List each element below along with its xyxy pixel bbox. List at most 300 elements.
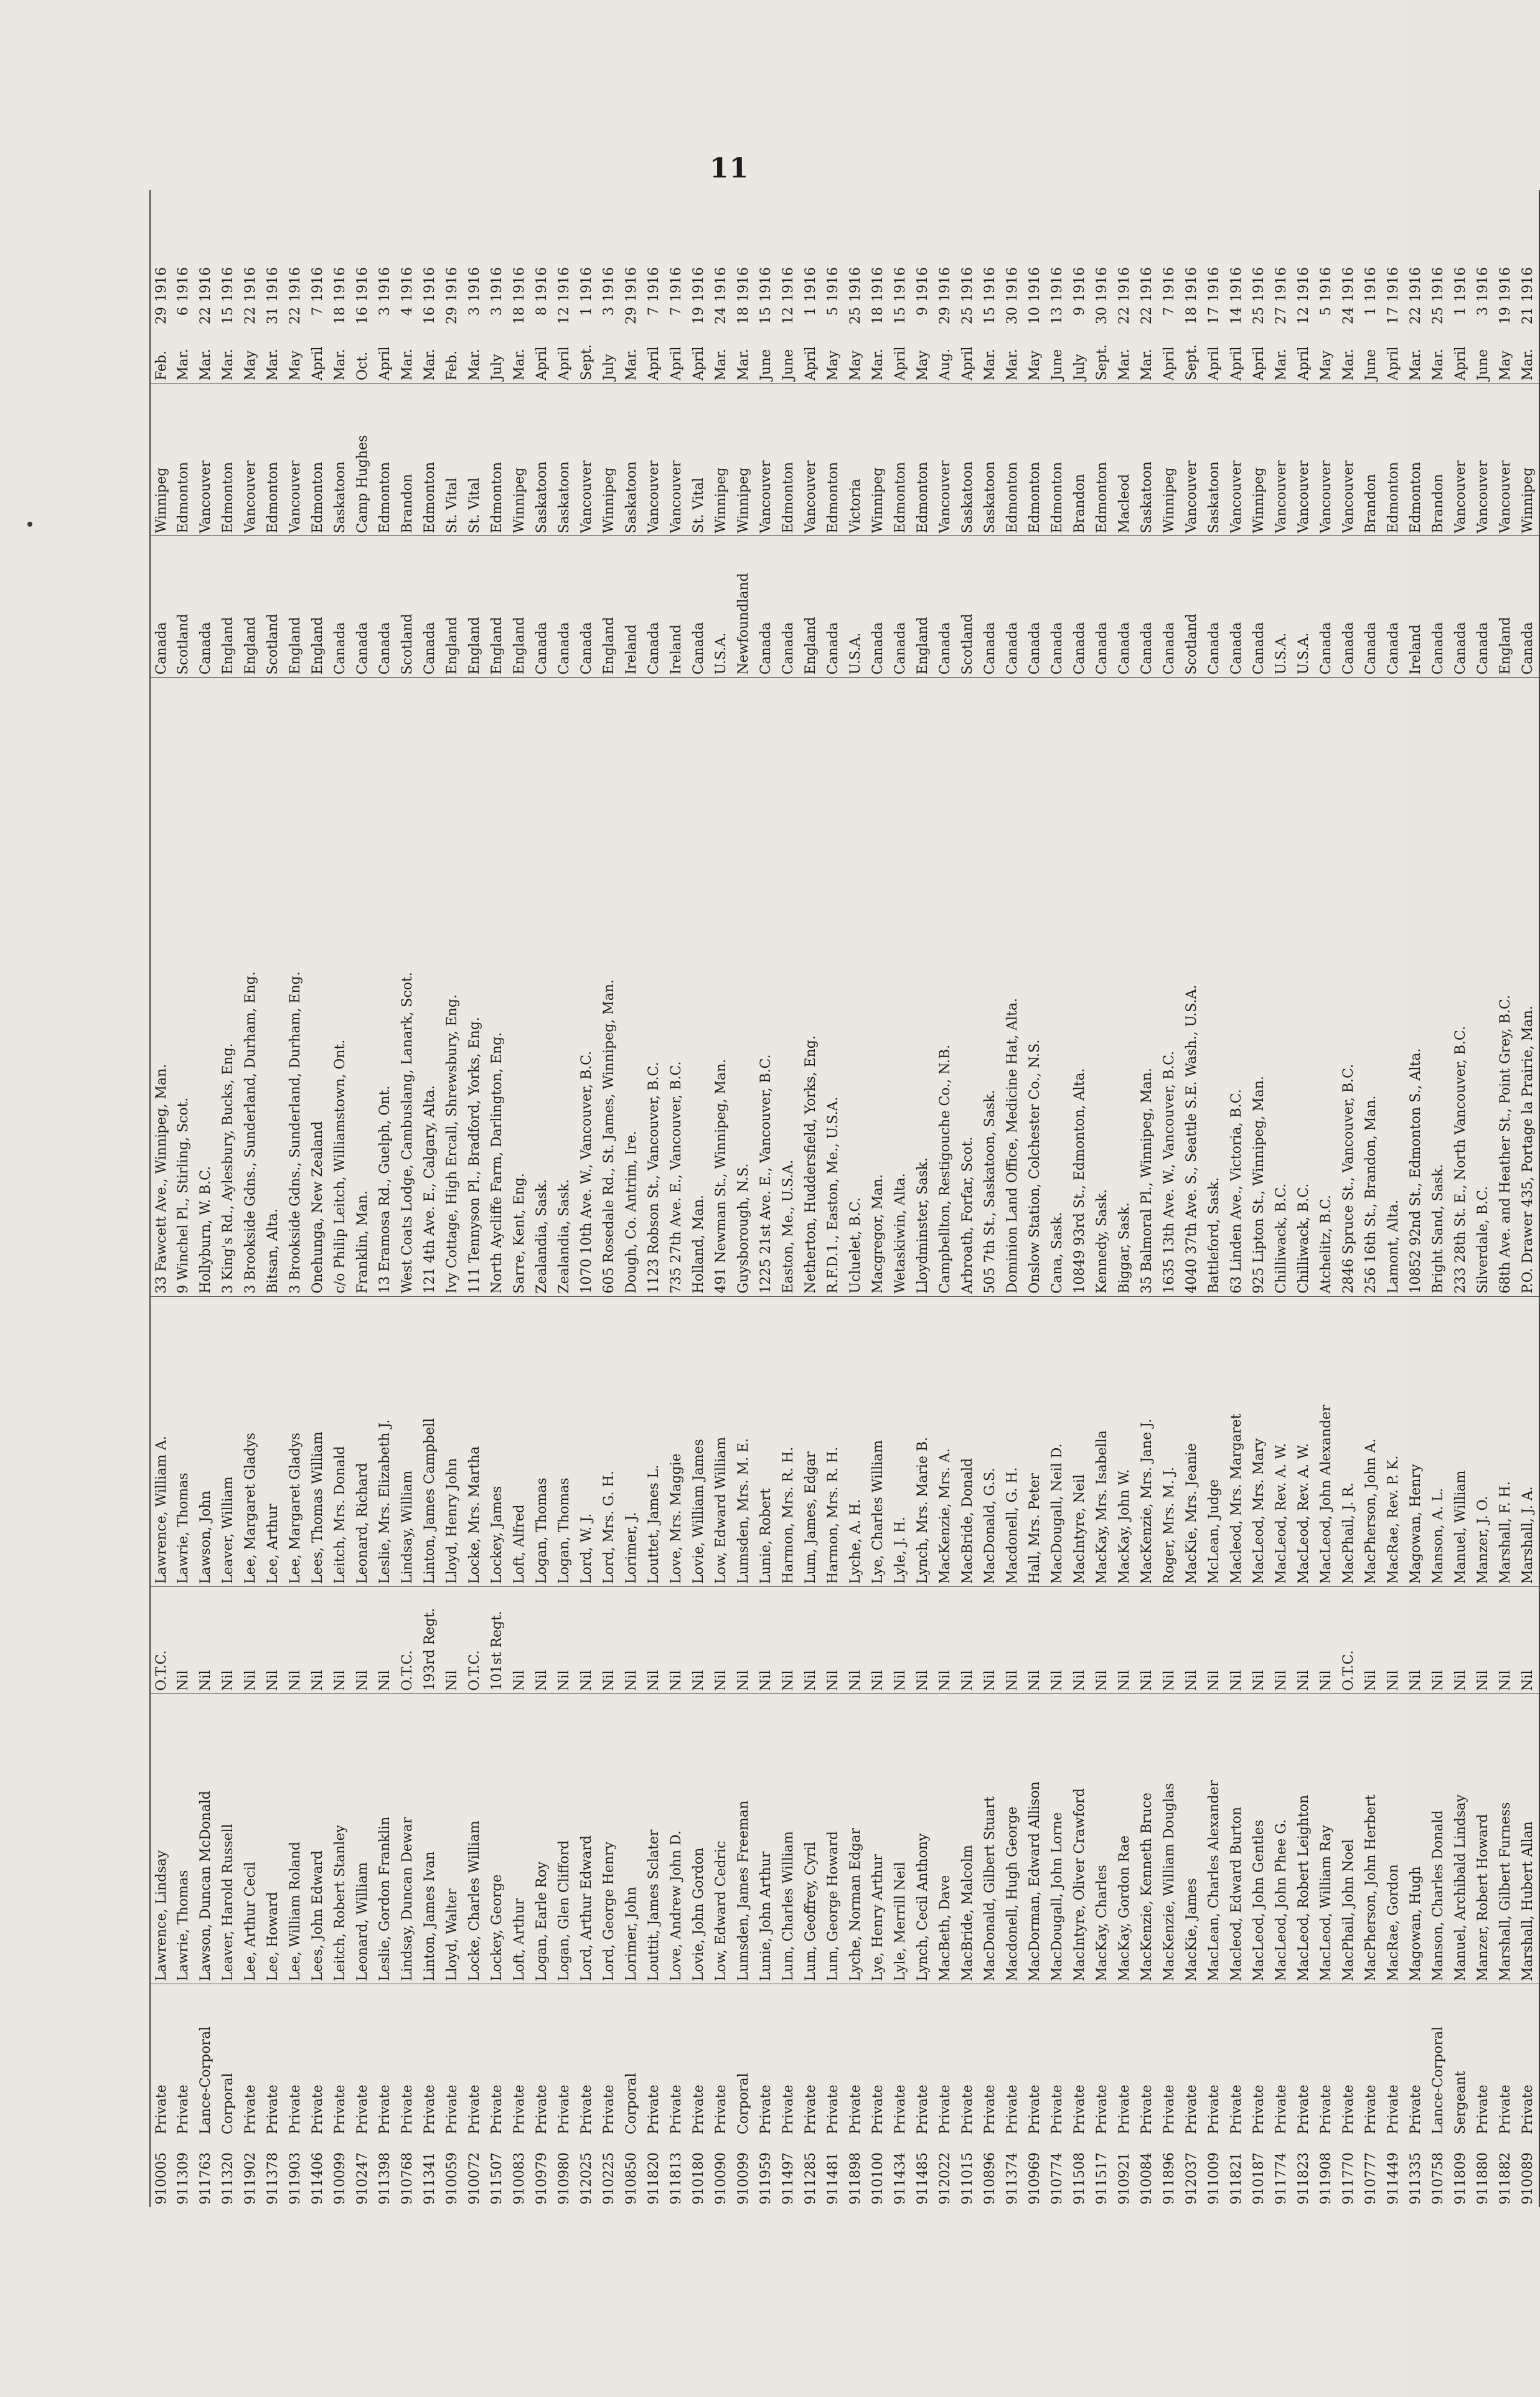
date-day: 10 bbox=[1027, 307, 1043, 325]
former-corps: Nil bbox=[1114, 1586, 1136, 1693]
table-row bbox=[217, 190, 240, 2207]
table-row bbox=[419, 190, 441, 2207]
kin-address: 256 16th St., Brandon, Man. bbox=[1360, 677, 1383, 1296]
date-day: 29 bbox=[937, 307, 953, 325]
rank: Private bbox=[1293, 1984, 1315, 2137]
regimental-number: 911880 bbox=[1475, 2152, 1491, 2205]
date-year: 1916 bbox=[825, 267, 841, 303]
table-row bbox=[1158, 190, 1181, 2207]
former-corps: Nil bbox=[1405, 1586, 1427, 1693]
former-corps: Nil bbox=[374, 1586, 397, 1693]
kin-address: 10852 92nd St., Edmonton S., Alta. bbox=[1405, 677, 1427, 1296]
date-day: 1 bbox=[803, 307, 819, 316]
date-day: 17 bbox=[1386, 307, 1401, 325]
next-of-kin: Lyle, J. H. bbox=[890, 1296, 912, 1586]
date-year: 1916 bbox=[1363, 267, 1379, 303]
place-taken-on-strength: Winnipeg bbox=[509, 384, 531, 536]
date-year: 1916 bbox=[1094, 267, 1110, 303]
kin-address: 33 Fawcett Ave., Winnipeg, Man. bbox=[150, 677, 172, 1296]
roll-body bbox=[150, 190, 1539, 2207]
country-of-birth: Ireland bbox=[621, 536, 643, 677]
table-row bbox=[643, 190, 665, 2207]
date-year: 1916 bbox=[176, 267, 191, 303]
next-of-kin: Lawrence, William A. bbox=[150, 1296, 172, 1586]
regimental-number: 911285 bbox=[803, 2152, 819, 2205]
date-taken-on-strength bbox=[890, 190, 912, 384]
place-taken-on-strength: Edmonton bbox=[374, 384, 397, 536]
soldier-name: Leslie, Gordon Franklin bbox=[374, 1693, 397, 1984]
date-month: Sept. bbox=[1184, 344, 1200, 381]
table-row bbox=[262, 190, 284, 2207]
regimental-number: 911882 bbox=[1498, 2152, 1513, 2205]
former-corps: Nil bbox=[867, 1586, 890, 1693]
kin-address: Guysborough, N.S. bbox=[733, 677, 755, 1296]
former-corps: Nil bbox=[352, 1586, 374, 1693]
date-year: 1916 bbox=[400, 267, 415, 303]
next-of-kin: MacKay, John W. bbox=[1114, 1296, 1136, 1586]
date-month: Mar. bbox=[265, 349, 281, 381]
country-of-birth: Canada bbox=[195, 536, 217, 677]
country-of-birth: Canada bbox=[934, 536, 957, 677]
place-taken-on-strength: Brandon bbox=[1360, 384, 1383, 536]
next-of-kin: MacLeod, Rev. A. W. bbox=[1270, 1296, 1293, 1586]
date-day: 3 bbox=[467, 307, 482, 316]
country-of-birth: England bbox=[441, 536, 464, 677]
regimental-number: 911335 bbox=[1408, 2152, 1424, 2205]
former-corps: Nil bbox=[733, 1586, 755, 1693]
former-corps: Nil bbox=[329, 1586, 352, 1693]
table-row bbox=[1270, 190, 1293, 2207]
date-year: 1916 bbox=[377, 267, 393, 303]
date-day: 12 bbox=[1296, 307, 1312, 325]
date-taken-on-strength bbox=[979, 190, 1002, 384]
place-taken-on-strength: Vancouver bbox=[240, 384, 262, 536]
country-of-birth: Canada bbox=[979, 536, 1002, 677]
next-of-kin: Loft, Alfred bbox=[509, 1296, 531, 1586]
soldier-name: Macdonell, Hugh George bbox=[1002, 1693, 1024, 1984]
soldier-name: MacKay, Charles bbox=[1091, 1693, 1114, 1984]
date-month: July bbox=[489, 354, 505, 381]
date-day: 7 bbox=[310, 307, 326, 316]
table-row bbox=[509, 190, 531, 2207]
country-of-birth: Canada bbox=[688, 536, 710, 677]
table-row bbox=[934, 190, 957, 2207]
soldier-name: Lawrie, Thomas bbox=[172, 1693, 195, 1984]
kin-address: c/o Philip Leitch, Williamstown, Ont. bbox=[329, 677, 352, 1296]
rank: Lance-Corporal bbox=[1427, 1984, 1450, 2137]
place-taken-on-strength: Edmonton bbox=[486, 384, 509, 536]
date-taken-on-strength bbox=[710, 190, 733, 384]
kin-address: West Coats Lodge, Cambuslang, Lanark, Scot. bbox=[397, 677, 419, 1296]
rank: Private bbox=[867, 1984, 890, 2137]
soldier-name: MacDorman, Edward Allison bbox=[1024, 1693, 1046, 1984]
country-of-birth: Ireland bbox=[1405, 536, 1427, 677]
date-month: May bbox=[1027, 350, 1043, 381]
rank: Private bbox=[486, 1984, 509, 2137]
table-row bbox=[1046, 190, 1069, 2207]
kin-address: Arbroath, Forfar, Scot. bbox=[957, 677, 979, 1296]
regimental-number: 911903 bbox=[288, 2152, 303, 2205]
date-month: April bbox=[1453, 346, 1468, 381]
former-corps: Nil bbox=[957, 1586, 979, 1693]
date-year: 1916 bbox=[624, 267, 639, 303]
date-day: 15 bbox=[758, 307, 774, 325]
next-of-kin: Love, Mrs. Maggie bbox=[665, 1296, 688, 1586]
date-month: June bbox=[758, 349, 774, 381]
kin-address: 1123 Robson St., Vancouver, B.C. bbox=[643, 677, 665, 1296]
country-of-birth: Canada bbox=[1248, 536, 1270, 677]
date-taken-on-strength bbox=[352, 190, 374, 384]
former-corps: Nil bbox=[710, 1586, 733, 1693]
table-row bbox=[665, 190, 688, 2207]
soldier-name: MacDougall, John Lorne bbox=[1046, 1693, 1069, 1984]
rank: Private bbox=[957, 1984, 979, 2137]
former-corps: Nil bbox=[441, 1586, 464, 1693]
table-row bbox=[1495, 190, 1517, 2207]
regimental-number: 911485 bbox=[915, 2152, 931, 2205]
date-month: Mar. bbox=[624, 349, 639, 381]
country-of-birth: Canada bbox=[352, 536, 374, 677]
date-day: 7 bbox=[1162, 307, 1177, 316]
former-corps: Nil bbox=[1472, 1586, 1495, 1693]
date-taken-on-strength bbox=[912, 190, 934, 384]
kin-address: 4040 37th Ave. S., Seattle S.E. Wash., U.S.A. bbox=[1181, 677, 1203, 1296]
date-day: 19 bbox=[1498, 307, 1513, 325]
date-year: 1916 bbox=[1519, 267, 1536, 303]
rank: Private bbox=[1181, 1984, 1203, 2137]
table-row bbox=[1293, 190, 1315, 2207]
place-taken-on-strength: Edmonton bbox=[1002, 384, 1024, 536]
rank: Private bbox=[1002, 1984, 1024, 2137]
country-of-birth: Canada bbox=[643, 536, 665, 677]
soldier-name: Lee, William Roland bbox=[284, 1693, 307, 1984]
former-corps: Nil bbox=[1158, 1586, 1181, 1693]
kin-address: 2846 Spruce St., Vancouver, B.C. bbox=[1338, 677, 1360, 1296]
date-month: Mar. bbox=[512, 349, 527, 381]
country-of-birth: Canada bbox=[1069, 536, 1091, 677]
country-of-birth: Canada bbox=[1383, 536, 1405, 677]
date-day: 12 bbox=[556, 307, 572, 325]
place-taken-on-strength: Camp Hughes bbox=[352, 384, 374, 536]
rank: Corporal bbox=[621, 1984, 643, 2137]
date-month: Oct. bbox=[355, 351, 370, 381]
date-taken-on-strength bbox=[1427, 190, 1450, 384]
date-year: 1916 bbox=[713, 267, 729, 303]
kin-address: Cana, Sask. bbox=[1046, 677, 1069, 1296]
country-of-birth: Canada bbox=[1226, 536, 1248, 677]
place-taken-on-strength: Edmonton bbox=[890, 384, 912, 536]
date-year: 1916 bbox=[848, 267, 863, 303]
regimental-number: 911434 bbox=[893, 2152, 908, 2205]
kin-address: Franklin, Man. bbox=[352, 677, 374, 1296]
place-taken-on-strength: Vancouver bbox=[643, 384, 665, 536]
regimental-number: 912037 bbox=[1184, 2152, 1200, 2205]
place-taken-on-strength: Saskatoon bbox=[329, 384, 352, 536]
soldier-name: Lunie, John Arthur bbox=[755, 1693, 777, 1984]
regimental-number: 910089 bbox=[1517, 2137, 1539, 2207]
soldier-name: Leonard, William bbox=[352, 1693, 374, 1984]
date-year: 1916 bbox=[1274, 267, 1289, 303]
country-of-birth: England bbox=[240, 536, 262, 677]
place-taken-on-strength: Saskatoon bbox=[621, 384, 643, 536]
date-taken-on-strength bbox=[419, 190, 441, 384]
table-row bbox=[1360, 190, 1383, 2207]
place-taken-on-strength: Winnipeg bbox=[710, 384, 733, 536]
soldier-name: Lord, George Henry bbox=[598, 1693, 621, 1984]
rank: Private bbox=[284, 1984, 307, 2137]
regimental-number: 910979 bbox=[534, 2152, 550, 2205]
kin-address: Onehunga, New Zealand bbox=[307, 677, 329, 1296]
next-of-kin: Lyche, A. H. bbox=[845, 1296, 867, 1586]
date-month: Sept. bbox=[1094, 344, 1110, 381]
next-of-kin: MacLeod, John Alexander bbox=[1315, 1296, 1338, 1586]
former-corps: 101st Regt. bbox=[486, 1586, 509, 1693]
nominal-roll-table bbox=[149, 190, 1540, 2207]
date-month: May bbox=[848, 350, 863, 381]
table-row bbox=[845, 190, 867, 2207]
date-taken-on-strength bbox=[1136, 190, 1158, 384]
regimental-number: 911449 bbox=[1386, 2152, 1401, 2205]
rank: Private bbox=[1046, 1984, 1069, 2137]
date-month: April bbox=[556, 346, 572, 381]
rank: Private bbox=[576, 1984, 598, 2137]
country-of-birth: England bbox=[912, 536, 934, 677]
table-row bbox=[1002, 190, 1024, 2207]
date-year: 1916 bbox=[691, 267, 707, 303]
rank: Private bbox=[1270, 1984, 1293, 2137]
date-month: Mar. bbox=[1274, 349, 1289, 381]
regimental-number: 910084 bbox=[1139, 2152, 1155, 2205]
place-taken-on-strength: Vancouver bbox=[1181, 384, 1203, 536]
date-taken-on-strength bbox=[621, 190, 643, 384]
kin-address: Chilliwack, B.C. bbox=[1293, 677, 1315, 1296]
date-year: 1916 bbox=[1318, 267, 1334, 303]
table-row bbox=[307, 190, 329, 2207]
date-day: 6 bbox=[176, 307, 191, 316]
date-month: Mar. bbox=[713, 349, 729, 381]
regimental-number: 910100 bbox=[870, 2152, 886, 2205]
date-year: 1916 bbox=[1453, 267, 1468, 303]
table-row bbox=[397, 190, 419, 2207]
date-day: 18 bbox=[512, 307, 527, 325]
country-of-birth: Scotland bbox=[957, 536, 979, 677]
table-row bbox=[531, 190, 553, 2207]
country-of-birth: Scotland bbox=[397, 536, 419, 677]
place-taken-on-strength: Brandon bbox=[397, 384, 419, 536]
soldier-name: Lum, Geoffrey, Cyril bbox=[800, 1693, 822, 1984]
date-day: 15 bbox=[893, 307, 908, 325]
country-of-birth: Canada bbox=[553, 536, 576, 677]
rank: Private bbox=[1091, 1984, 1114, 2137]
regimental-number: 911406 bbox=[310, 2152, 326, 2205]
table-row bbox=[441, 190, 464, 2207]
soldier-name: Lumsden, James Freeman bbox=[733, 1693, 755, 1984]
former-corps: Nil bbox=[284, 1586, 307, 1693]
date-year: 1916 bbox=[512, 267, 527, 303]
kin-address: 3 King's Rd., Aylesbury, Bucks, Eng. bbox=[217, 677, 240, 1296]
date-day: 3 bbox=[601, 307, 617, 316]
date-year: 1916 bbox=[1229, 267, 1244, 303]
place-taken-on-strength: St. Vital bbox=[688, 384, 710, 536]
rank: Private bbox=[1405, 1984, 1427, 2137]
country-of-birth: U.S.A. bbox=[845, 536, 867, 677]
soldier-name: MacLeod, John Gentles bbox=[1248, 1693, 1270, 1984]
date-year: 1916 bbox=[332, 267, 348, 303]
date-year: 1916 bbox=[1341, 267, 1356, 303]
rank: Private bbox=[598, 1984, 621, 2137]
regimental-number: 910247 bbox=[355, 2152, 370, 2205]
former-corps: Nil bbox=[777, 1586, 800, 1693]
table-row bbox=[979, 190, 1002, 2207]
kin-address: 9 Winchel Pl., Stirling, Scot. bbox=[172, 677, 195, 1296]
date-day: 22 bbox=[1139, 307, 1155, 325]
table-row bbox=[598, 190, 621, 2207]
date-month: June bbox=[1049, 349, 1065, 381]
date-day: 29 bbox=[153, 307, 169, 325]
kin-address: 10849 93rd St., Edmonton, Alta. bbox=[1069, 677, 1091, 1296]
table-row bbox=[957, 190, 979, 2207]
table-row bbox=[1024, 190, 1046, 2207]
place-taken-on-strength: Saskatoon bbox=[531, 384, 553, 536]
date-taken-on-strength bbox=[845, 190, 867, 384]
country-of-birth: Canada bbox=[1024, 536, 1046, 677]
former-corps: Nil bbox=[1091, 1586, 1114, 1693]
date-month: May bbox=[915, 350, 931, 381]
date-taken-on-strength bbox=[195, 190, 217, 384]
country-of-birth: Canada bbox=[531, 536, 553, 677]
date-year: 1916 bbox=[243, 267, 258, 303]
soldier-name: MacKenzie, Kenneth Bruce bbox=[1136, 1693, 1158, 1984]
date-day: 18 bbox=[332, 307, 348, 325]
date-taken-on-strength bbox=[509, 190, 531, 384]
date-taken-on-strength bbox=[1495, 190, 1517, 384]
date-day: 18 bbox=[870, 307, 886, 325]
next-of-kin: Lawrie, Thomas bbox=[172, 1296, 195, 1586]
rank: Corporal bbox=[217, 1984, 240, 2137]
date-taken-on-strength bbox=[957, 190, 979, 384]
former-corps: Nil bbox=[755, 1586, 777, 1693]
former-corps: Nil bbox=[172, 1586, 195, 1693]
next-of-kin: Macdonell, G. H. bbox=[1002, 1296, 1024, 1586]
date-month: Mar. bbox=[736, 349, 751, 381]
date-taken-on-strength bbox=[755, 190, 777, 384]
regimental-number: 910921 bbox=[1117, 2152, 1132, 2205]
next-of-kin: Lindsay, William bbox=[397, 1296, 419, 1586]
date-taken-on-strength bbox=[733, 190, 755, 384]
rank: Private bbox=[374, 1984, 397, 2137]
soldier-name: MacBeth, Dave bbox=[934, 1693, 957, 1984]
former-corps: Nil bbox=[1450, 1586, 1472, 1693]
next-of-kin: Leitch, Mrs. Donald bbox=[329, 1296, 352, 1586]
date-taken-on-strength bbox=[240, 190, 262, 384]
rank: Private bbox=[1338, 1984, 1360, 2137]
former-corps: Nil bbox=[890, 1586, 912, 1693]
rank: Private bbox=[1472, 1984, 1495, 2137]
date-day: 14 bbox=[1229, 307, 1244, 325]
table-row bbox=[867, 190, 890, 2207]
next-of-kin: Lee, Margaret Gladys bbox=[240, 1296, 262, 1586]
next-of-kin: McLean, Judge bbox=[1203, 1296, 1226, 1586]
regimental-number: 911481 bbox=[825, 2152, 841, 2205]
next-of-kin: Logan, Thomas bbox=[553, 1296, 576, 1586]
date-day: 7 bbox=[646, 307, 662, 316]
date-year: 1916 bbox=[1206, 267, 1222, 303]
regimental-number: 910059 bbox=[444, 2152, 460, 2205]
date-taken-on-strength bbox=[486, 190, 509, 384]
date-year: 1916 bbox=[960, 267, 975, 303]
regimental-number: 911398 bbox=[377, 2152, 393, 2205]
date-taken-on-strength bbox=[172, 190, 195, 384]
date-year: 1916 bbox=[1184, 267, 1200, 303]
country-of-birth: Canada bbox=[1091, 536, 1114, 677]
soldier-name: Marshall, Gilbert Furness bbox=[1495, 1693, 1517, 1984]
date-month: Aug. bbox=[937, 348, 953, 381]
former-corps: Nil bbox=[307, 1586, 329, 1693]
soldier-name: Manson, Charles Donald bbox=[1427, 1693, 1450, 1984]
place-taken-on-strength: Saskatoon bbox=[979, 384, 1002, 536]
kin-address: Atchelitz, B.C. bbox=[1315, 677, 1338, 1296]
country-of-birth: Canada bbox=[1338, 536, 1360, 677]
table-row bbox=[912, 190, 934, 2207]
table-row bbox=[621, 190, 643, 2207]
former-corps: Nil bbox=[1136, 1586, 1158, 1693]
date-month: April bbox=[1162, 346, 1177, 381]
regimental-number: 910774 bbox=[1049, 2152, 1065, 2205]
rank: Lance-Corporal bbox=[195, 1984, 217, 2137]
place-taken-on-strength: Winnipeg bbox=[867, 384, 890, 536]
next-of-kin: Logan, Thomas bbox=[531, 1296, 553, 1586]
table-row bbox=[1114, 190, 1136, 2207]
date-taken-on-strength bbox=[307, 190, 329, 384]
next-of-kin: Leonard, Richard bbox=[352, 1296, 374, 1586]
regimental-number: 912025 bbox=[579, 2152, 594, 2205]
date-year: 1916 bbox=[1072, 267, 1087, 303]
kin-address: North Aycliffe Farm, Darlington, Eng. bbox=[486, 677, 509, 1296]
former-corps: Nil bbox=[240, 1586, 262, 1693]
regimental-number: 911497 bbox=[781, 2152, 796, 2205]
date-day: 12 bbox=[781, 307, 796, 325]
date-day: 17 bbox=[1206, 307, 1222, 325]
date-day: 22 bbox=[198, 307, 214, 325]
next-of-kin: MacKenzie, Mrs. Jane J. bbox=[1136, 1296, 1158, 1586]
kin-address: 605 Rosedale Rd., St. James, Winnipeg, Man. bbox=[598, 677, 621, 1296]
former-corps: O.T.C. bbox=[150, 1586, 172, 1693]
country-of-birth: England bbox=[509, 536, 531, 677]
date-month: April bbox=[960, 346, 975, 381]
date-month: Mar. bbox=[870, 349, 886, 381]
kin-address: Lloydminster, Sask. bbox=[912, 677, 934, 1296]
date-taken-on-strength bbox=[284, 190, 307, 384]
rank: Private bbox=[509, 1984, 531, 2137]
next-of-kin: Lloyd, Henry John bbox=[441, 1296, 464, 1586]
country-of-birth: Canada bbox=[1114, 536, 1136, 677]
date-taken-on-strength bbox=[934, 190, 957, 384]
date-month: May bbox=[243, 350, 258, 381]
date-year: 1916 bbox=[1049, 267, 1065, 303]
former-corps: Nil bbox=[621, 1586, 643, 1693]
date-month: April bbox=[803, 346, 819, 381]
date-taken-on-strength bbox=[1024, 190, 1046, 384]
date-day: 15 bbox=[220, 307, 236, 325]
rank: Private bbox=[710, 1984, 733, 2137]
date-month: April bbox=[646, 346, 662, 381]
next-of-kin: MacLeod, Mrs. Mary bbox=[1248, 1296, 1270, 1586]
kin-address: Bitsan, Alta. bbox=[262, 677, 284, 1296]
former-corps: Nil bbox=[934, 1586, 957, 1693]
rank: Private bbox=[464, 1984, 486, 2137]
kin-address: 3 Brookside Gdns., Sunderland, Durham, Eng. bbox=[240, 677, 262, 1296]
regimental-number: 911378 bbox=[265, 2152, 281, 2205]
